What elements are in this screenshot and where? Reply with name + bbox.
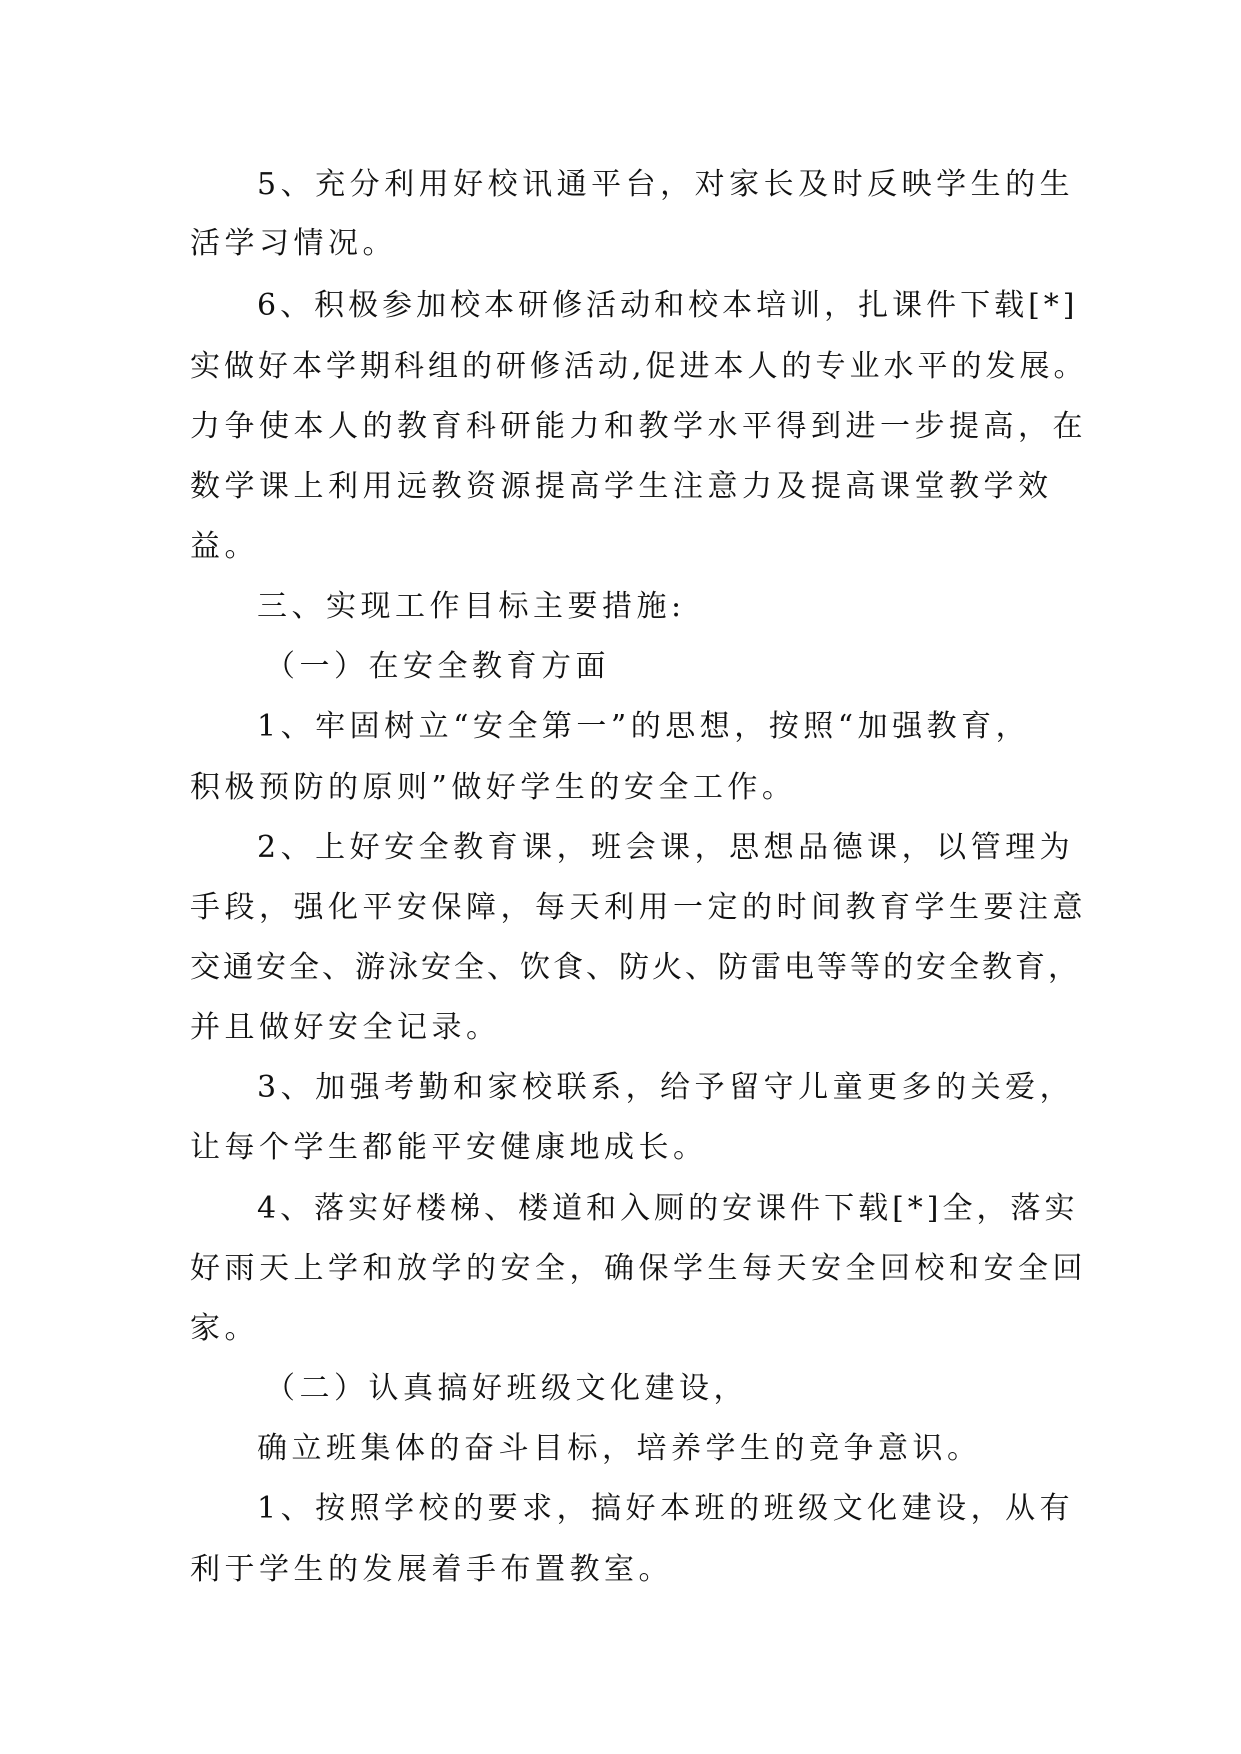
- paragraph-line: 5、充分利用好校讯通平台，对家长及时反映学生的生: [257, 167, 1075, 202]
- paragraph-line: 利于学生的发展着手布置教室。: [190, 1552, 673, 1587]
- paragraph-line: 积极预防的原则”做好学生的安全工作。: [190, 770, 797, 805]
- paragraph-line: 确立班集体的奋斗目标，培养学生的竞争意识。: [257, 1431, 982, 1466]
- paragraph-line: 手段，强化平安保障，每天利用一定的时间教育学生要注意: [190, 890, 1087, 925]
- paragraph-line: 数学课上利用远教资源提高学生注意力及提高课堂教学效: [190, 469, 1053, 504]
- paragraph-line: 交通安全、游泳安全、饮食、防火、防雷电等等的安全教育，: [190, 950, 1081, 985]
- paragraph-line: 1、牢固树立“安全第一”的思想，按照“加强教育，: [257, 709, 1031, 744]
- subsection-heading: （一）在安全教育方面: [265, 649, 610, 684]
- paragraph-line: 实做好本学期科组的研修活动,促进本人的专业水平的发展。: [190, 349, 1088, 384]
- section-heading: 三、实现工作目标主要措施:: [257, 589, 686, 624]
- paragraph-line: 活学习情况。: [190, 226, 397, 261]
- paragraph-line: 1、按照学校的要求，搞好本班的班级文化建设，从有: [257, 1491, 1075, 1526]
- paragraph-line: 2、上好安全教育课，班会课，思想品德课，以管理为: [257, 830, 1075, 865]
- paragraph-line: 并且做好安全记录。: [190, 1010, 501, 1045]
- paragraph-line: 力争使本人的教育科研能力和教学水平得到进一步提高，在: [190, 409, 1087, 444]
- paragraph-line: 3、加强考勤和家校联系，给予留守儿童更多的关爱，: [257, 1070, 1075, 1105]
- paragraph-line: 益。: [190, 529, 259, 564]
- subsection-heading: （二）认真搞好班级文化建设，: [265, 1371, 748, 1406]
- paragraph-line: 6、积极参加校本研修活动和校本培训，扎课件下载[*]: [257, 288, 1079, 323]
- paragraph-line: 好雨天上学和放学的安全，确保学生每天安全回校和安全回: [190, 1251, 1087, 1286]
- paragraph-line: 家。: [190, 1311, 259, 1346]
- paragraph-line: 4、落实好楼梯、楼道和入厕的安课件下载[*]全，落实: [257, 1191, 1079, 1226]
- paragraph-line: 让每个学生都能平安健康地成长。: [190, 1130, 708, 1165]
